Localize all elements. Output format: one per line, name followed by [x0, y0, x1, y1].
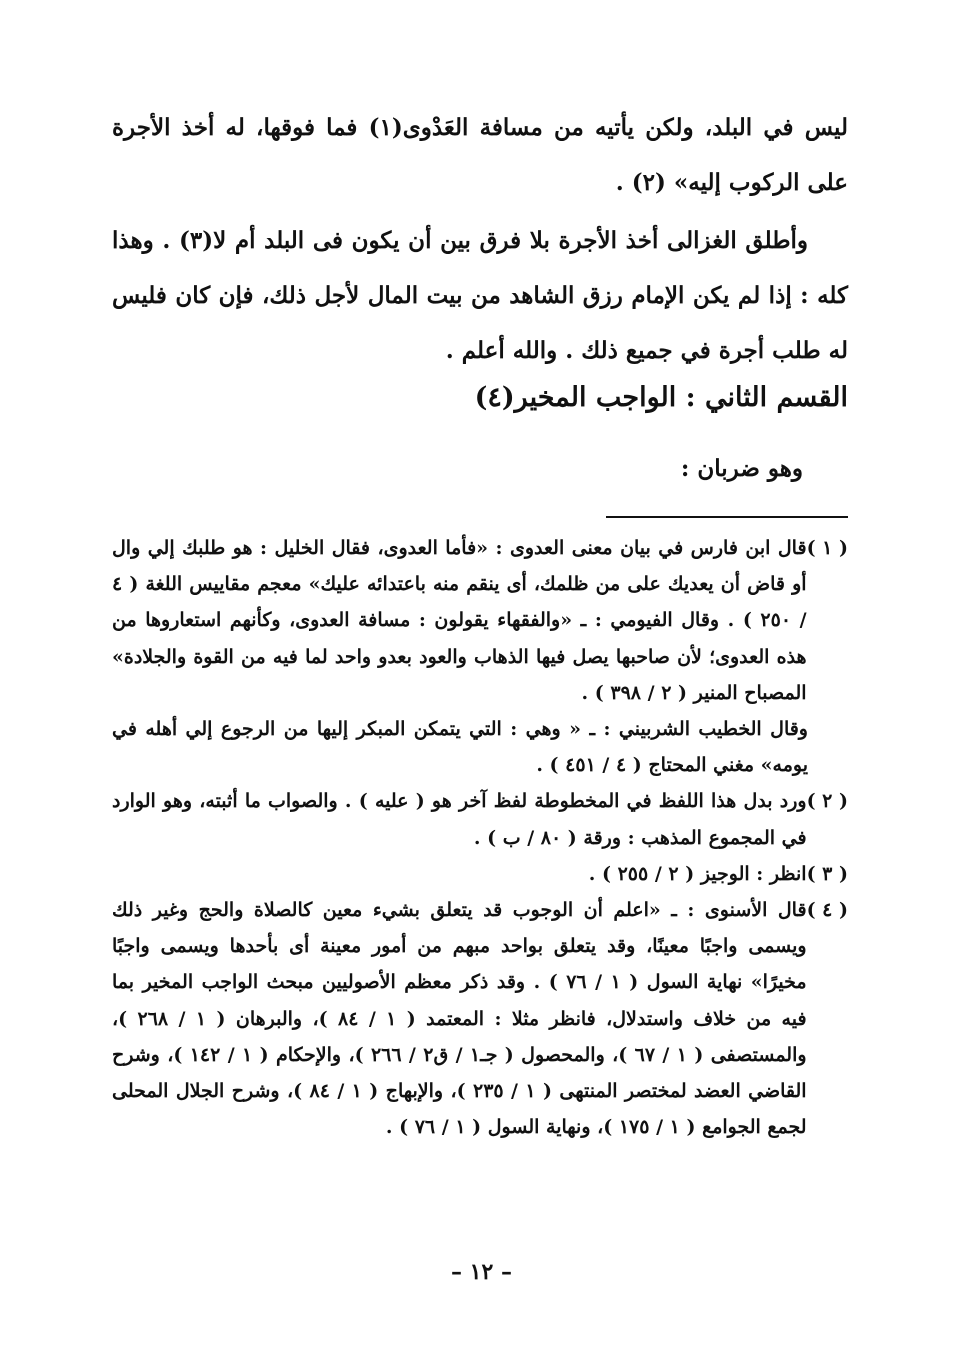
footnote-number: ( ٢ ): [806, 790, 848, 813]
footnote-number: ( ٣ ): [806, 862, 848, 885]
footnote-separator: [606, 516, 848, 518]
footnotes: [112, 530, 848, 1145]
footnote-1-continuation: وقال الخطيب الشربيني : ـ « وهي : التي يتمكن المبكر إليها من الرجوع إلي أهله في يومه» مغني المحتاج ( ٤ / ٤٥١ ) .: [112, 718, 808, 777]
footnote-text: ورد بدل هذا اللفظ في المخطوطة لفظ آخر هو ( عليه ) . والصواب ما أثبته، وهو الوارد في المجموع المذهب : ورقة ( ٨٠ / ب ) .: [112, 790, 807, 849]
footnote-text: انظر : الوجيز ( ٢ / ٢٥٥ ) .: [588, 862, 807, 885]
footnote-1: [112, 530, 848, 711]
footnote-2: [112, 783, 848, 855]
footnote-number: ( ٤ ): [806, 899, 848, 922]
section-subline: وهو ضربان :: [680, 455, 803, 482]
footnote-4: [112, 892, 848, 1145]
footnote-text: قال الأسنوى : ـ «اعلم أن الوجوب قد يتعلق بشيء معين كالصلاة والحج وغير ذلك ويسمى واجبًا معينًا، وقد يتعلق بواحد مبهم من أمور معينة أى بأحدها ويسمى واجبًا مخيرًا» نهاية السول ( ١ / ٧٦ ) . وقد ذكر معظم الأصوليين مبحث الواجب المخير بما فيه من خلاف واستدلال، فانظر مثلا : المعتمد ( ١ / ٨٤ )، والبرهان ( ١ / ٢٦٨ )، والمستصفى ( ١ / ٦٧ )، والمحصول ( جـ١ / ق٢ / ٢٦٦ )، والإحكام ( ١ / ١٤٢ )، وشرح القاضي العضد لمختصر المنتهى ( ١ / ٢٣٥ )، والإبهاج ( ١ / ٨٤ )، وشرح الجلال المحلى لجمع الجوامع ( ١ / ١٧٥ )، ونهاية السول ( ١ / ٧٦ ) .: [112, 899, 807, 1139]
footnote-3: [112, 856, 848, 892]
page-number: – ١٢ –: [451, 1259, 512, 1285]
body-paragraph-1: ليس في البلد، ولكن يأتيه من مسافة العَدْوى(١) فما فوقها، له أخذ الأجرة على الركوب إليه» (٢) .: [112, 114, 848, 196]
body-paragraph-2: وأطلق الغزالى أخذ الأجرة بلا فرق بين أن يكون فى البلد أم لا(٣) . وهذا كله : إذا لم يكن الإمام رزق الشاهد من بيت المال لأجل ذلك، فإن كان فليس له طلب أجرة في جميع ذلك . والله أعلم .: [112, 227, 848, 364]
footnote-text: قال ابن فارس في بيان معنى العدوى : «فأما العدوى، فقال الخليل : هو طلبك إلي وال أو قاض أن يعديك على من ظلمك، أى ينقم منه باعتدائه عليك» معجم مقاييس اللغة ( ٤ / ٢٥٠ ) . وقال الفيومي : ـ «والفقهاء يقولون : مسافة العدوى، وكأنهم استعاروها من هذه العدوى؛ لأن صاحبها يصل فيها الذهاب والعود بعدو واحد لما فيه من القوة والجلادة» المصباح المنير ( ٢ / ٣٩٨ ) .: [112, 537, 807, 704]
footnote-number: ( ١ ): [806, 537, 848, 559]
section-heading: القسم الثاني : الواجب المخير(٤): [474, 382, 848, 413]
